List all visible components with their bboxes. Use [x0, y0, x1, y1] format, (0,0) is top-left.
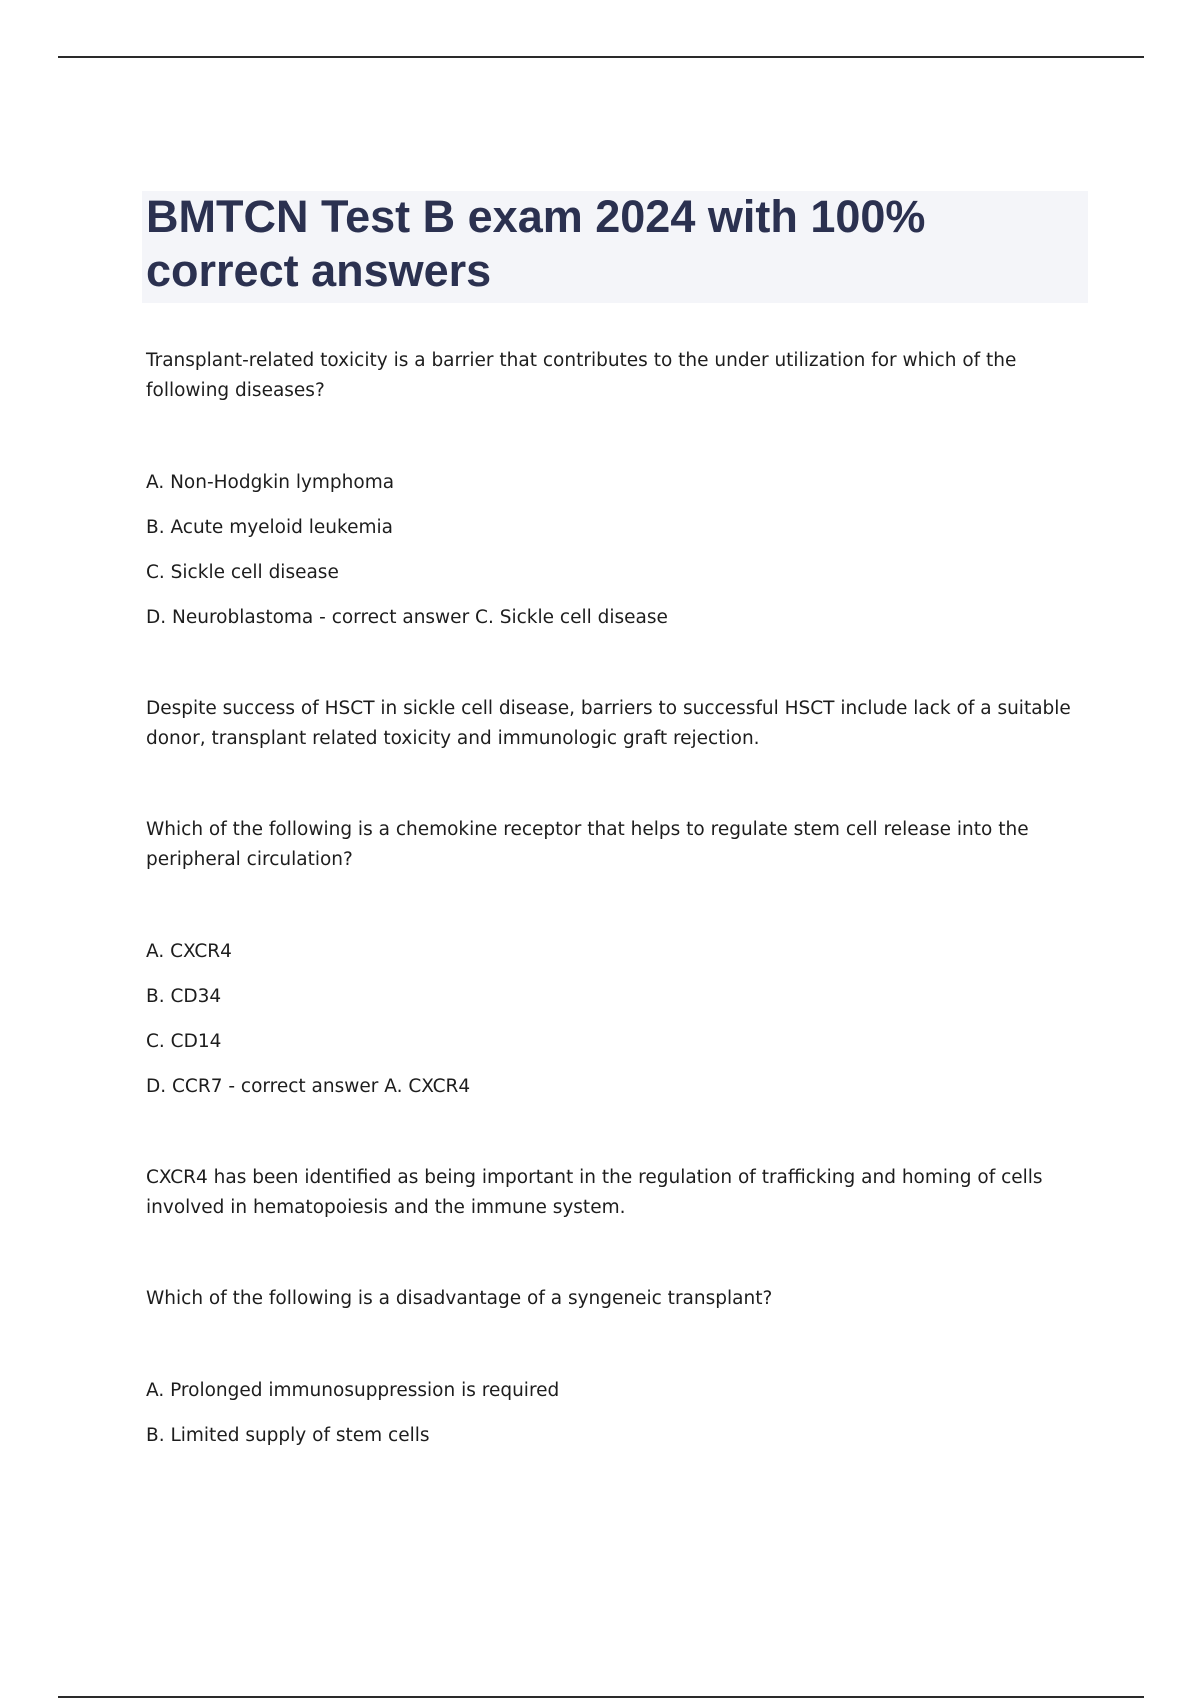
footer-rule	[58, 1696, 1144, 1698]
header-rule	[58, 56, 1144, 58]
question-1-option-b: B. Acute myeloid leukemia	[146, 517, 393, 538]
question-2-option-c: C. CD14	[146, 1031, 222, 1052]
question-1-explanation: Despite success of HSCT in sickle cell disease, barriers to successful HSCT include lack of a suitable donor, transplant related toxicity and immunologic graft rejection.	[146, 698, 1071, 749]
question-2-explanation: CXCR4 has been identified as being important in the regulation of trafficking and homing of cells involved in hematopoiesis and the immune system.	[146, 1167, 1043, 1218]
question-3: Which of the following is a disadvantage of a syngeneic transplant?	[146, 1288, 773, 1309]
question-3-option-a: A. Prolonged immunosuppression is required	[146, 1380, 560, 1401]
question-2-option-a: A. CXCR4	[146, 941, 232, 962]
question-2-option-b: B. CD34	[146, 986, 222, 1007]
question-3-option-b: B. Limited supply of stem cells	[146, 1425, 430, 1446]
question-1-option-a: A. Non-Hodgkin lymphoma	[146, 472, 395, 493]
question-2-option-d-answer: D. CCR7 - correct answer A. CXCR4	[146, 1076, 471, 1097]
question-1-option-c: C. Sickle cell disease	[146, 562, 339, 583]
question-1-option-d-answer: D. Neuroblastoma - correct answer C. Sickle cell disease	[146, 607, 668, 628]
question-1: Transplant-related toxicity is a barrier that contributes to the under utilization for which of the following diseases?	[146, 350, 1017, 401]
question-2: Which of the following is a chemokine receptor that helps to regulate stem cell release into the peripheral circulation?	[146, 819, 1029, 870]
document-body	[146, 346, 1096, 1466]
document-title: BMTCN Test B exam 2024 with 100% correct answers	[146, 191, 926, 296]
